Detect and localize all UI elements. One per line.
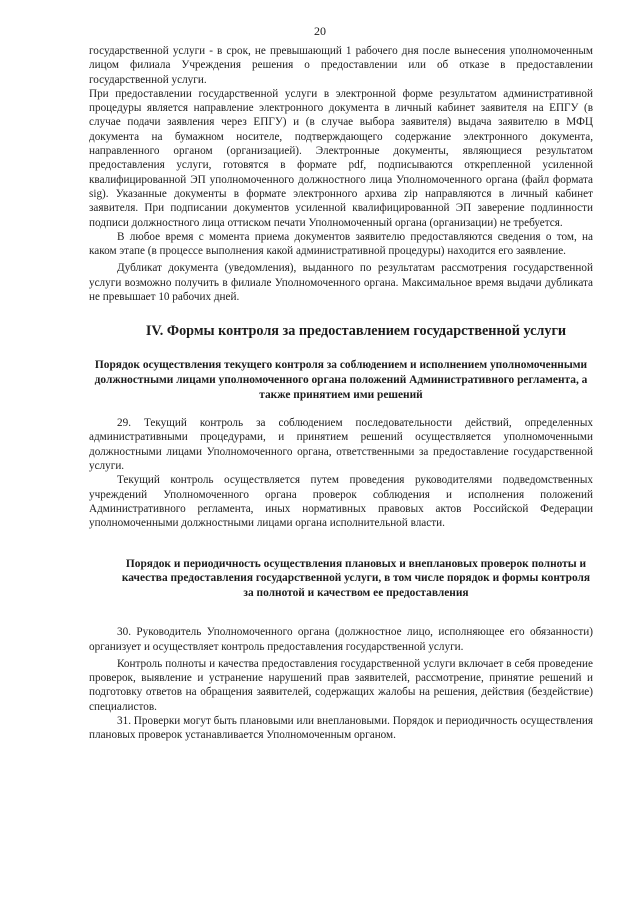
paragraph: 29. Текущий контроль за соблюдением последовательности действий, определенных административными процедурами, и принятием решений осуществляется уполномоченными должностными лицами Уполномоченного органа, ответственными за предоставление государственной услуги. [89,417,593,473]
page-number: 20 [314,24,326,38]
section-heading: IV. Формы контроля за предоставлением государственной услуги [145,323,567,340]
document-body [89,44,593,743]
paragraph: 30. Руководитель Уполномоченного органа (должностное лицо, исполняющее его обязанности) организует и осуществляет контроль предоставления государственной услуги. [89,626,593,653]
paragraph: государственной услуги - в срок, не превышающий 1 рабочего дня после вынесения уполномоченным лицом филиала Учреждения решения о предоставлении или об отказе в предоставлении государственной услуги. [89,45,593,86]
subsection-heading: Порядок и периодичность осуществления плановых и внеплановых проверок полноты и качества предоставления государственной услуги, в том числе порядок и формы контроля за полнотой и качеством ее предоставления [121,557,591,599]
subsection-heading: Порядок осуществления текущего контроля за соблюдением и исполнением уполномоченными должностными лицами уполномоченного органа положений Административного регламента, а также принятием ими решений [94,359,588,401]
paragraph: В любое время с момента приема документов заявителю предоставляются сведения о том, на каком этапе (в процессе выполнения какой административной процедуры) находится его заявление. [89,230,593,258]
paragraph: Контроль полноты и качества предоставления государственной услуги включает в себя проведение проверок, выявление и устранение нарушений прав заявителей, рассмотрение, принятие решений и подготовку ответов на обращения заявителей, содержащих жалобы на решения, действия (бездействие) специалистов. [89,657,593,713]
paragraph: 31. Проверки могут быть плановыми или внеплановыми. Порядок и периодичность осуществления плановых проверок устанавливается Уполномоченным органом. [89,715,593,742]
paragraph: При предоставлении государственной услуги в электронной форме результатом административной процедуры является направление электронного документа в личный кабинет заявителя на ЕПГУ (в случае подачи заявления через ЕПГУ) и (в случае выбора заявителя) выдача заявителю в МФЦ документа на бумажном носителе, подтверждающего содержание электронного документа, направленного органом (организацией). Электронные документы, являющиеся результатом предоставления услуги, готовятся в формате pdf, подписываются открепленной усиленной квалифицированной ЭП уполномоченного должностного лица Уполномоченного органа (файл формата sig). Указанные документы в формате электронного архива zip направляются в личный кабинет заявителя. При подписании документов усиленной квалифицированной ЭП заверение подлинности подписи должностного лица оттиском печати Уполномоченный органа (организации) не требуется. [89,87,593,229]
paragraph: Текущий контроль осуществляется путем проведения руководителями подведомственных учреждений Уполномоченного органа проверок соблюдения и исполнения положений Административного регламента, иных нормативных правовых актов Российской Федерации уполномоченными должностными лицами органа исполнительной власти. [89,474,593,530]
paragraph: Дубликат документа (уведомления), выданного по результатам рассмотрения государственной услуги возможно получить в филиале Уполномоченного органа. Максимальное время выдачи дубликата не превышает 10 рабочих дней. [89,262,593,304]
